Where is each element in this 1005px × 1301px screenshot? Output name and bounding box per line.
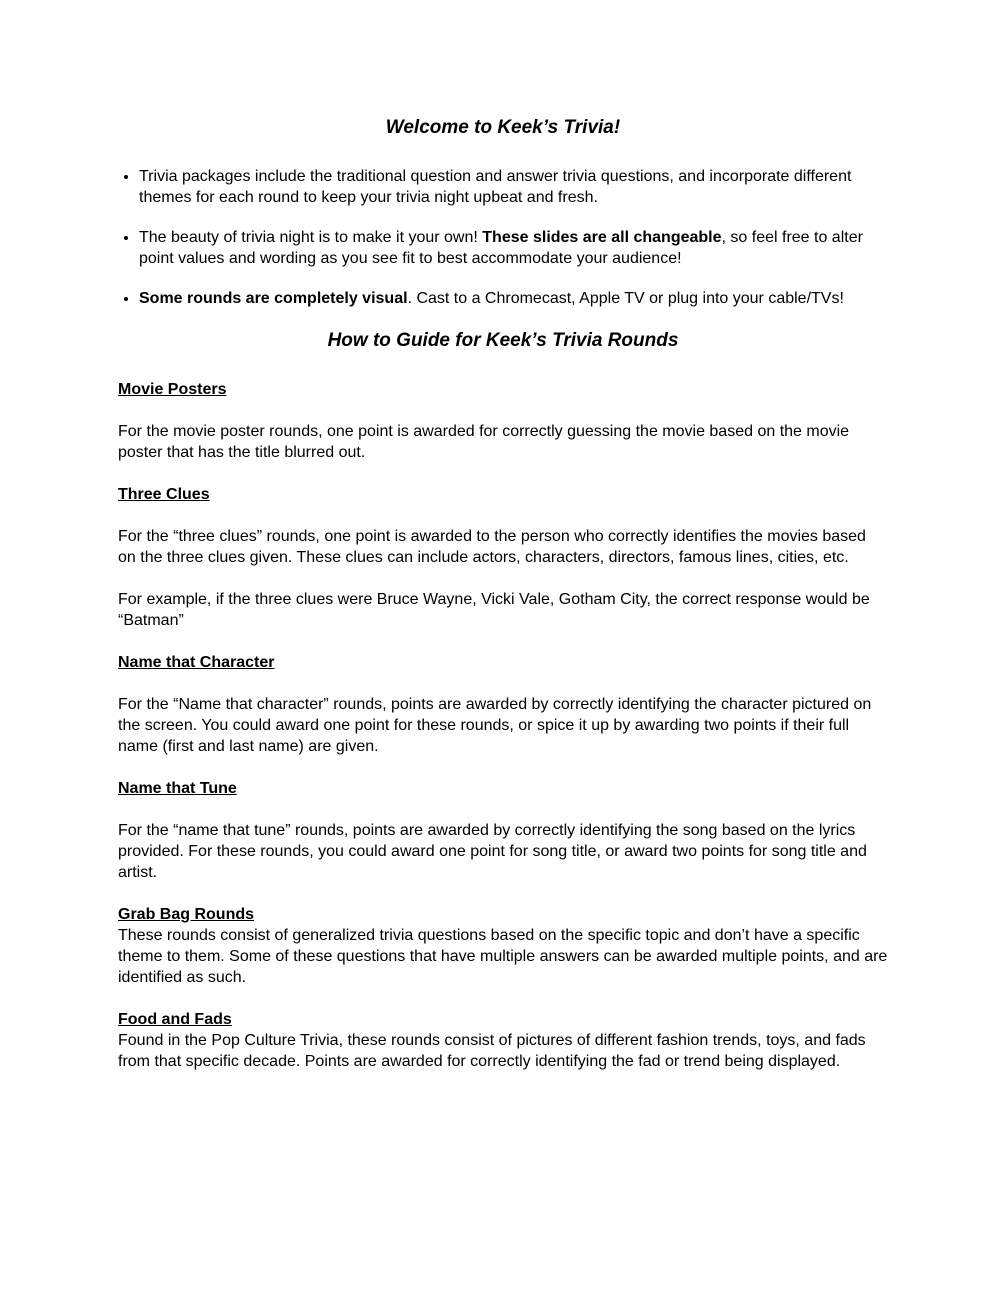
bullet-text-bold: These slides are all changeable [482,229,722,246]
section-three-clues [118,484,888,631]
bullet-text-bold: Some rounds are completely visual [139,290,408,307]
heading-grab-bag-rounds: Grab Bag Rounds [118,906,255,923]
section-movie-posters [118,379,888,463]
heading-name-that-character: Name that Character [118,654,275,671]
heading-food-and-fads: Food and Fads [118,1011,232,1028]
intro-bullet-list [118,166,888,309]
list-item [139,288,888,309]
list-item [139,227,888,269]
paragraph: For the “name that tune” rounds, points are awarded by correctly identifying the song based on the lyrics provided. For these rounds, you could award one point for song title, or award two points for song title and artist. [118,822,867,881]
paragraph: These rounds consist of generalized trivia questions based on the specific topic and don’t have a specific theme to them. Some of these questions that have multiple answers can be awarded multiple points, and are identified as such. [118,927,888,986]
heading-name-that-tune: Name that Tune [118,780,237,797]
paragraph: For the “three clues” rounds, one point is awarded to the person who correctly identifies the movies based on the three clues given. These clues can include actors, characters, directors, famous lines, cities, etc. [118,528,866,566]
section-name-that-character [118,652,888,757]
list-item [139,166,888,208]
paragraph: For the movie poster rounds, one point is awarded for correctly guessing the movie based on the movie poster that has the title blurred out. [118,423,850,461]
heading-movie-posters: Movie Posters [118,381,227,398]
bullet-text: Trivia packages include the traditional question and answer trivia questions, and incorporate different themes for each round to keep your trivia night upbeat and fresh. [139,168,852,206]
paragraph: For the “Name that character” rounds, points are awarded by correctly identifying the character pictured on the screen. You could award one point for these rounds, or spice it up by awarding two points if their full name (first and last name) are given. [118,696,872,755]
heading-three-clues: Three Clues [118,486,210,503]
section-grab-bag-rounds [118,904,888,988]
paragraph: Found in the Pop Culture Trivia, these rounds consist of pictures of different fashion trends, toys, and fads from that specific decade. Points are awarded for correctly identifying the fad or trend being displayed. [118,1032,866,1070]
page-title: Welcome to Keek’s Trivia! [385,117,621,138]
section-name-that-tune [118,778,888,883]
document-content [118,0,888,1093]
guide-subtitle: How to Guide for Keek’s Trivia Rounds [327,330,679,351]
paragraph: For example, if the three clues were Bruce Wayne, Vicki Vale, Gotham City, the correct response would be “Batman” [118,591,870,629]
section-food-and-fads [118,1009,888,1072]
bullet-text: , so feel free to alter point values and wording as you see fit to best accommodate your audience! [139,229,863,267]
bullet-text: . Cast to a Chromecast, Apple TV or plug into your cable/TVs! [407,290,844,307]
bullet-text: The beauty of trivia night is to make it your own! [139,229,483,246]
